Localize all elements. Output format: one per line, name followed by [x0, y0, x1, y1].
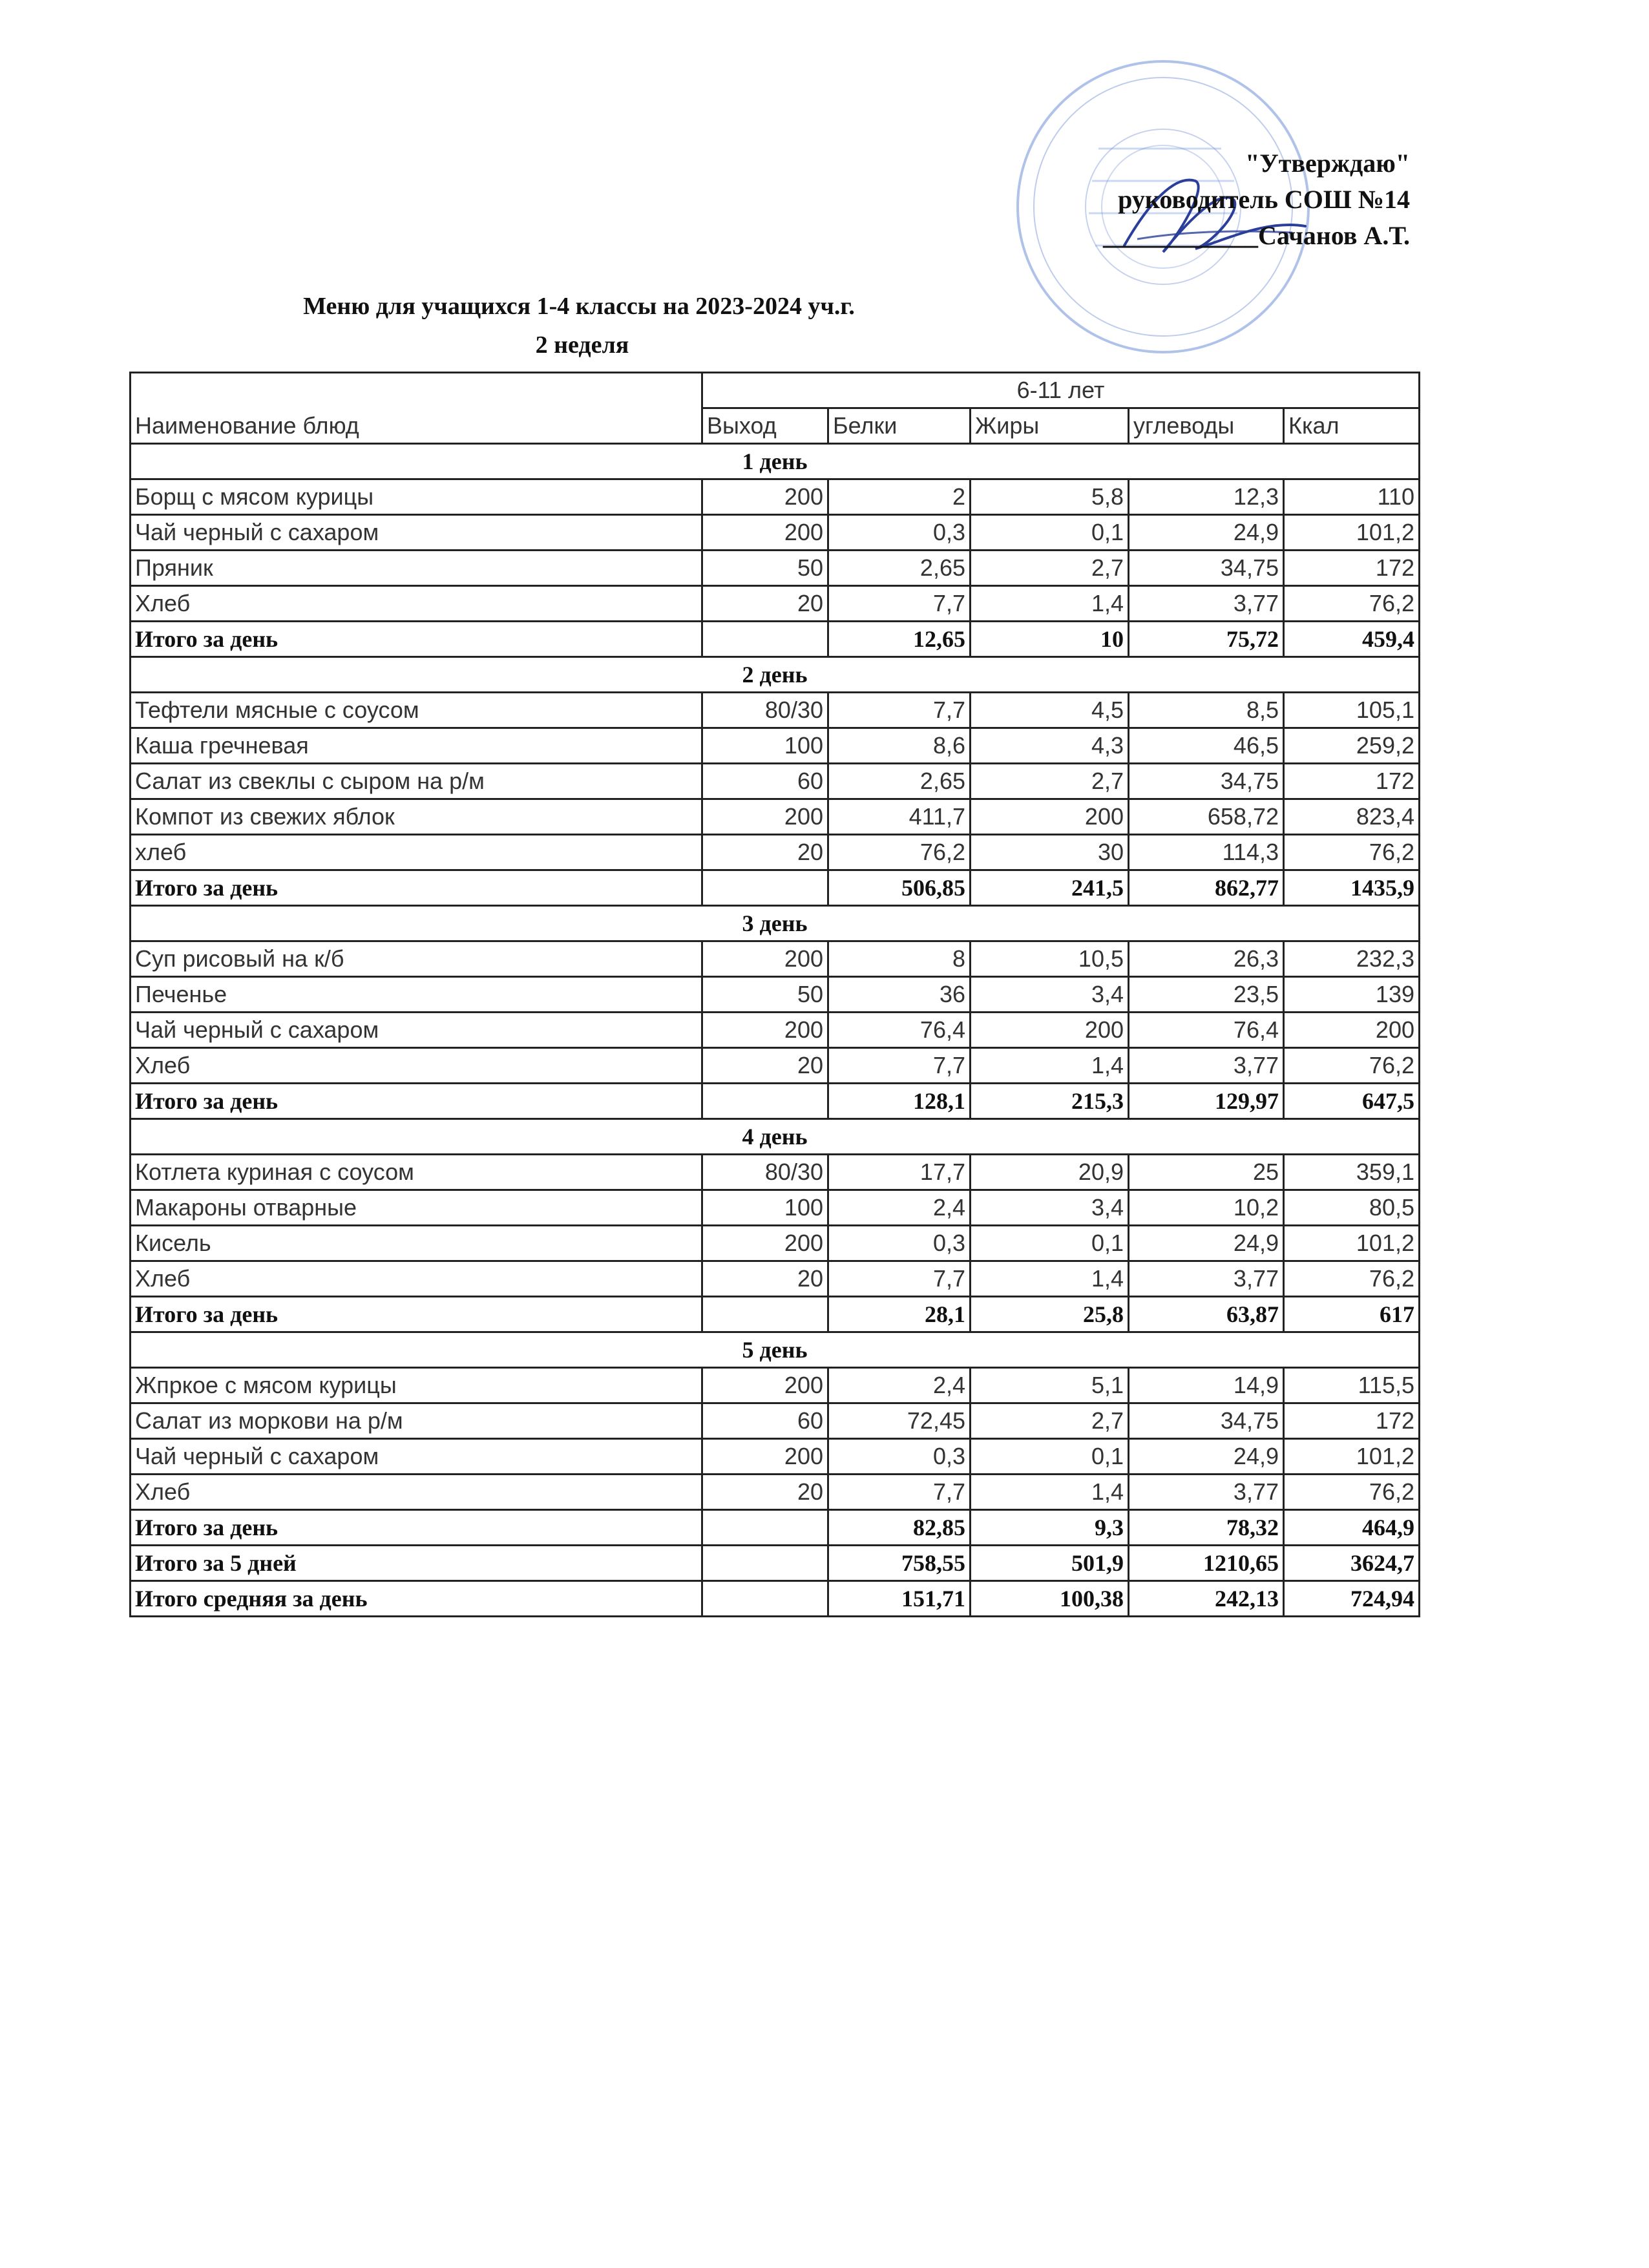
- value-cell: 0,3: [828, 1226, 971, 1261]
- value-cell: 114,3: [1129, 835, 1284, 870]
- value-cell: 46,5: [1129, 728, 1284, 764]
- column-header-protein: Белки: [828, 408, 971, 444]
- value-cell: 129,97: [1129, 1084, 1284, 1119]
- table-row: [131, 1048, 1420, 1084]
- table-row: [131, 479, 1420, 515]
- value-cell: 724,94: [1284, 1581, 1420, 1617]
- header-row-1: [131, 373, 1420, 408]
- table-row: [131, 1403, 1420, 1439]
- value-cell: 200: [702, 1368, 828, 1403]
- day-label: 4 день: [131, 1119, 1420, 1155]
- column-header-fat: Жиры: [971, 408, 1129, 444]
- value-cell: 0,1: [971, 1439, 1129, 1475]
- dish-name: Итого за 5 дней: [131, 1546, 702, 1581]
- value-cell: 60: [702, 1403, 828, 1439]
- value-cell: 1435,9: [1284, 870, 1420, 906]
- value-cell: 2: [828, 479, 971, 515]
- document-title: Меню для учащихся 1-4 классы на 2023-2024 уч.г.: [303, 293, 855, 320]
- value-cell: 200: [702, 515, 828, 551]
- value-cell: 10,5: [971, 941, 1129, 977]
- value-cell: 34,75: [1129, 1403, 1284, 1439]
- day-header-row: [131, 906, 1420, 941]
- dish-name: Каша гречневая: [131, 728, 702, 764]
- dish-name: Жпркое с мясом курицы: [131, 1368, 702, 1403]
- column-header-kcal: Ккал: [1284, 408, 1420, 444]
- table-row: [131, 1439, 1420, 1475]
- value-cell: 76,2: [1284, 1261, 1420, 1297]
- value-cell: 24,9: [1129, 1439, 1284, 1475]
- day-total-row: [131, 1510, 1420, 1546]
- summary-row: [131, 1581, 1420, 1617]
- value-cell: 20: [702, 1048, 828, 1084]
- table-row: [131, 515, 1420, 551]
- value-cell: 0,3: [828, 1439, 971, 1475]
- value-cell: 3,77: [1129, 1048, 1284, 1084]
- value-cell: 100,38: [971, 1581, 1129, 1617]
- value-cell: 2,7: [971, 551, 1129, 586]
- table-row: [131, 1261, 1420, 1297]
- value-cell: 3,77: [1129, 1261, 1284, 1297]
- value-cell: 242,13: [1129, 1581, 1284, 1617]
- value-cell: 24,9: [1129, 515, 1284, 551]
- value-cell: 25,8: [971, 1297, 1129, 1332]
- value-cell: [702, 1546, 828, 1581]
- dish-name: Хлеб: [131, 586, 702, 622]
- value-cell: 17,7: [828, 1155, 971, 1190]
- table-row: [131, 586, 1420, 622]
- value-cell: [702, 1297, 828, 1332]
- value-cell: 36: [828, 977, 971, 1013]
- dish-name: Чай черный с сахаром: [131, 1439, 702, 1475]
- table-row: [131, 728, 1420, 764]
- value-cell: 200: [971, 799, 1129, 835]
- table-row: [131, 941, 1420, 977]
- day-total-row: [131, 622, 1420, 657]
- value-cell: 8,5: [1129, 693, 1284, 728]
- value-cell: 4,3: [971, 728, 1129, 764]
- table-row: [131, 551, 1420, 586]
- value-cell: 2,65: [828, 764, 971, 799]
- value-cell: 7,7: [828, 1475, 971, 1510]
- value-cell: 506,85: [828, 870, 971, 906]
- dish-name: Салат из свеклы с сыром на р/м: [131, 764, 702, 799]
- value-cell: 2,7: [971, 1403, 1129, 1439]
- value-cell: 241,5: [971, 870, 1129, 906]
- table-row: [131, 799, 1420, 835]
- column-header-carbs: углеводы: [1129, 408, 1284, 444]
- value-cell: 1,4: [971, 1261, 1129, 1297]
- value-cell: 7,7: [828, 693, 971, 728]
- value-cell: 101,2: [1284, 1226, 1420, 1261]
- day-label: 2 день: [131, 657, 1420, 693]
- value-cell: 200: [702, 1013, 828, 1048]
- value-cell: 34,75: [1129, 764, 1284, 799]
- value-cell: 25: [1129, 1155, 1284, 1190]
- value-cell: 172: [1284, 1403, 1420, 1439]
- value-cell: 0,1: [971, 515, 1129, 551]
- dish-name: Тефтели мясные с соусом: [131, 693, 702, 728]
- value-cell: 3,4: [971, 1190, 1129, 1226]
- value-cell: 1210,65: [1129, 1546, 1284, 1581]
- value-cell: 82,85: [828, 1510, 971, 1546]
- value-cell: 3624,7: [1284, 1546, 1420, 1581]
- value-cell: 8: [828, 941, 971, 977]
- value-cell: 5,1: [971, 1368, 1129, 1403]
- dish-name: Компот из свежих яблок: [131, 799, 702, 835]
- value-cell: 101,2: [1284, 1439, 1420, 1475]
- value-cell: 100: [702, 1190, 828, 1226]
- value-cell: 12,3: [1129, 479, 1284, 515]
- value-cell: 50: [702, 551, 828, 586]
- day-label: 5 день: [131, 1332, 1420, 1368]
- value-cell: 7,7: [828, 1261, 971, 1297]
- value-cell: 20: [702, 1475, 828, 1510]
- table-row: [131, 1013, 1420, 1048]
- value-cell: 60: [702, 764, 828, 799]
- value-cell: 200: [702, 941, 828, 977]
- value-cell: 20,9: [971, 1155, 1129, 1190]
- menu-table: [129, 372, 1420, 1617]
- dish-name: Хлеб: [131, 1261, 702, 1297]
- value-cell: 24,9: [1129, 1226, 1284, 1261]
- dish-name: Итого за день: [131, 1084, 702, 1119]
- table-row: [131, 977, 1420, 1013]
- value-cell: 200: [702, 1226, 828, 1261]
- table-row: [131, 764, 1420, 799]
- day-header-row: [131, 1119, 1420, 1155]
- dish-name: хлеб: [131, 835, 702, 870]
- value-cell: 862,77: [1129, 870, 1284, 906]
- dish-name: Хлеб: [131, 1048, 702, 1084]
- value-cell: 200: [702, 799, 828, 835]
- value-cell: 200: [971, 1013, 1129, 1048]
- value-cell: 2,4: [828, 1368, 971, 1403]
- dish-name: Итого средняя за день: [131, 1581, 702, 1617]
- value-cell: 200: [1284, 1013, 1420, 1048]
- dish-name: Итого за день: [131, 1297, 702, 1332]
- dish-name: Суп рисовый на к/б: [131, 941, 702, 977]
- value-cell: 459,4: [1284, 622, 1420, 657]
- column-header-output: Выход: [702, 408, 828, 444]
- value-cell: 359,1: [1284, 1155, 1420, 1190]
- value-cell: 115,5: [1284, 1368, 1420, 1403]
- value-cell: 20: [702, 586, 828, 622]
- value-cell: 128,1: [828, 1084, 971, 1119]
- value-cell: 76,4: [828, 1013, 971, 1048]
- value-cell: 76,2: [1284, 1475, 1420, 1510]
- column-header-name: Наименование блюд: [131, 373, 702, 444]
- day-header-row: [131, 444, 1420, 479]
- dish-name: Итого за день: [131, 870, 702, 906]
- day-header-row: [131, 1332, 1420, 1368]
- value-cell: 200: [702, 1439, 828, 1475]
- dish-name: Чай черный с сахаром: [131, 515, 702, 551]
- value-cell: 34,75: [1129, 551, 1284, 586]
- value-cell: 658,72: [1129, 799, 1284, 835]
- value-cell: 1,4: [971, 1048, 1129, 1084]
- table-row: [131, 1226, 1420, 1261]
- value-cell: 215,3: [971, 1084, 1129, 1119]
- value-cell: 151,71: [828, 1581, 971, 1617]
- dish-name: Кисель: [131, 1226, 702, 1261]
- value-cell: 75,72: [1129, 622, 1284, 657]
- value-cell: 172: [1284, 551, 1420, 586]
- value-cell: 12,65: [828, 622, 971, 657]
- value-cell: 78,32: [1129, 1510, 1284, 1546]
- value-cell: 28,1: [828, 1297, 971, 1332]
- dish-name: Салат из моркови на р/м: [131, 1403, 702, 1439]
- value-cell: 8,6: [828, 728, 971, 764]
- value-cell: 172: [1284, 764, 1420, 799]
- value-cell: 0,3: [828, 515, 971, 551]
- value-cell: 7,7: [828, 586, 971, 622]
- value-cell: [702, 622, 828, 657]
- value-cell: 63,87: [1129, 1297, 1284, 1332]
- value-cell: 110: [1284, 479, 1420, 515]
- approval-line-1: "Утверждаю": [1245, 149, 1410, 178]
- value-cell: 26,3: [1129, 941, 1284, 977]
- dish-name: Пряник: [131, 551, 702, 586]
- approval-block: [1103, 145, 1410, 254]
- value-cell: [702, 1581, 828, 1617]
- value-cell: 80,5: [1284, 1190, 1420, 1226]
- value-cell: 9,3: [971, 1510, 1129, 1546]
- value-cell: 76,2: [828, 835, 971, 870]
- dish-name: Печенье: [131, 977, 702, 1013]
- table-row: [131, 835, 1420, 870]
- table-row: [131, 1368, 1420, 1403]
- value-cell: 76,2: [1284, 835, 1420, 870]
- value-cell: 14,9: [1129, 1368, 1284, 1403]
- value-cell: 4,5: [971, 693, 1129, 728]
- value-cell: 3,4: [971, 977, 1129, 1013]
- value-cell: 232,3: [1284, 941, 1420, 977]
- table-row: [131, 1475, 1420, 1510]
- value-cell: 76,2: [1284, 586, 1420, 622]
- week-label: 2 неделя: [535, 331, 629, 359]
- value-cell: 50: [702, 977, 828, 1013]
- value-cell: 1,4: [971, 1475, 1129, 1510]
- approval-line-3: ____________Сачанов А.Т.: [1102, 221, 1410, 250]
- approval-line-2: руководитель СОШ №14: [1118, 185, 1410, 214]
- table-row: [131, 1155, 1420, 1190]
- value-cell: 76,2: [1284, 1048, 1420, 1084]
- value-cell: 3,77: [1129, 1475, 1284, 1510]
- value-cell: 80/30: [702, 693, 828, 728]
- table-row: [131, 693, 1420, 728]
- value-cell: 72,45: [828, 1403, 971, 1439]
- dish-name: Итого за день: [131, 622, 702, 657]
- summary-row: [131, 1546, 1420, 1581]
- day-total-row: [131, 1297, 1420, 1332]
- day-total-row: [131, 870, 1420, 906]
- value-cell: 76,4: [1129, 1013, 1284, 1048]
- value-cell: 0,1: [971, 1226, 1129, 1261]
- day-label: 1 день: [131, 444, 1420, 479]
- value-cell: [702, 870, 828, 906]
- value-cell: 2,4: [828, 1190, 971, 1226]
- age-group-header: 6-11 лет: [702, 373, 1420, 408]
- dish-name: Чай черный с сахаром: [131, 1013, 702, 1048]
- dish-name: Итого за день: [131, 1510, 702, 1546]
- value-cell: 105,1: [1284, 693, 1420, 728]
- value-cell: 10,2: [1129, 1190, 1284, 1226]
- value-cell: 2,65: [828, 551, 971, 586]
- day-label: 3 день: [131, 906, 1420, 941]
- value-cell: 411,7: [828, 799, 971, 835]
- value-cell: [702, 1510, 828, 1546]
- value-cell: 259,2: [1284, 728, 1420, 764]
- value-cell: 647,5: [1284, 1084, 1420, 1119]
- day-header-row: [131, 657, 1420, 693]
- value-cell: 23,5: [1129, 977, 1284, 1013]
- value-cell: 3,77: [1129, 586, 1284, 622]
- value-cell: 139: [1284, 977, 1420, 1013]
- value-cell: 501,9: [971, 1546, 1129, 1581]
- value-cell: 20: [702, 1261, 828, 1297]
- value-cell: 823,4: [1284, 799, 1420, 835]
- value-cell: [702, 1084, 828, 1119]
- value-cell: 20: [702, 835, 828, 870]
- value-cell: 101,2: [1284, 515, 1420, 551]
- value-cell: 80/30: [702, 1155, 828, 1190]
- value-cell: 464,9: [1284, 1510, 1420, 1546]
- value-cell: 2,7: [971, 764, 1129, 799]
- value-cell: 100: [702, 728, 828, 764]
- dish-name: Хлеб: [131, 1475, 702, 1510]
- value-cell: 10: [971, 622, 1129, 657]
- value-cell: 7,7: [828, 1048, 971, 1084]
- value-cell: 758,55: [828, 1546, 971, 1581]
- value-cell: 5,8: [971, 479, 1129, 515]
- dish-name: Борщ с мясом курицы: [131, 479, 702, 515]
- value-cell: 30: [971, 835, 1129, 870]
- dish-name: Макароны отварные: [131, 1190, 702, 1226]
- value-cell: 617: [1284, 1297, 1420, 1332]
- table-row: [131, 1190, 1420, 1226]
- value-cell: 200: [702, 479, 828, 515]
- value-cell: 1,4: [971, 586, 1129, 622]
- dish-name: Котлета куриная с соусом: [131, 1155, 702, 1190]
- day-total-row: [131, 1084, 1420, 1119]
